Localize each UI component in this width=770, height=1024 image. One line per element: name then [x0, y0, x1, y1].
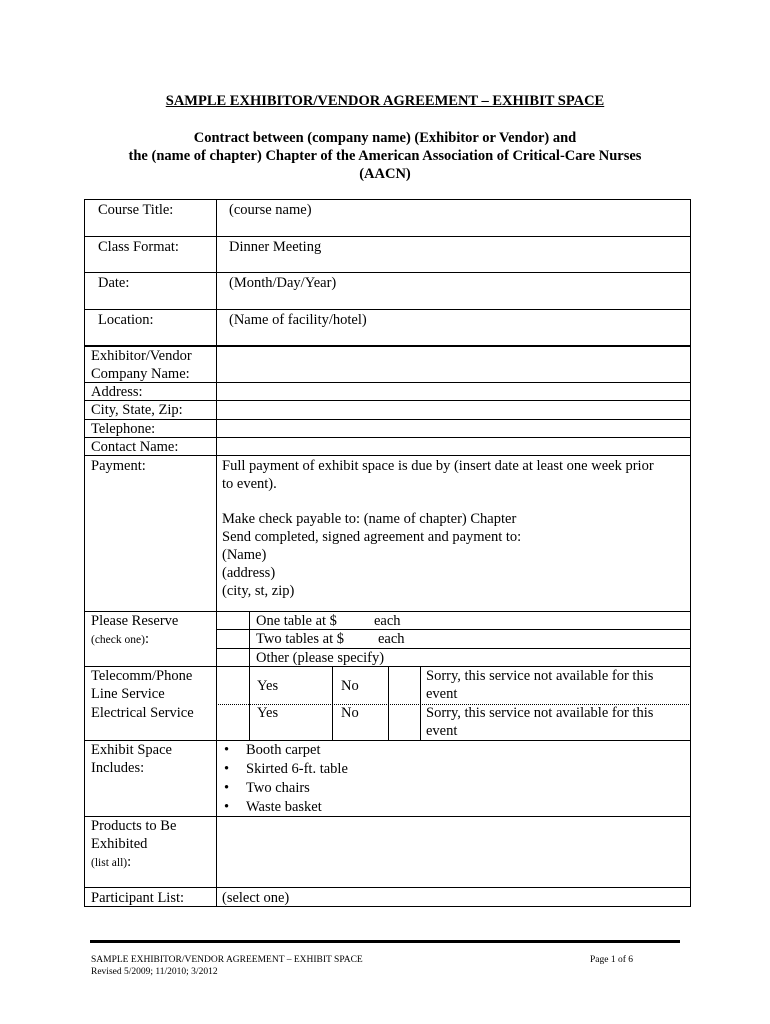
bullet-icon: •	[224, 780, 230, 796]
reserve-checkbox-other[interactable]	[217, 649, 248, 666]
city-label: City, State, Zip:	[91, 402, 183, 418]
exhibit-item	[224, 741, 321, 759]
address-label: Address:	[91, 384, 143, 400]
location-value[interactable]: (Name of facility/hotel)	[229, 312, 367, 328]
contact-label: Contact Name:	[91, 439, 179, 455]
address-field[interactable]	[217, 383, 690, 400]
document-title: SAMPLE EXHIBITOR/VENDOR AGREEMENT – EXHIBIT SPACE	[165, 93, 605, 109]
electrical-sorry: event	[426, 723, 458, 739]
page-number: Page 1 of 6	[590, 955, 634, 965]
exhibit-item-text: Skirted 6-ft. table	[246, 761, 348, 777]
location-label: Location:	[98, 312, 154, 328]
exhibit-item-text: Waste basket	[246, 799, 322, 815]
telephone-field[interactable]	[217, 420, 690, 437]
electrical-no-checkbox[interactable]	[306, 705, 331, 739]
company-label: Company Name:	[91, 366, 190, 382]
exhibit-item	[224, 760, 348, 778]
payment-text: Make check payable to: (name of chapter) Chapter	[222, 511, 517, 527]
list-all-note: (list all)	[91, 857, 128, 869]
contract-subtitle	[0, 129, 770, 183]
bullet-icon: •	[224, 742, 230, 758]
reserve-checkbox-two-tables[interactable]	[217, 630, 248, 647]
payment-text: (Name)	[222, 547, 267, 563]
telecom-label: Telecomm/Phone	[91, 668, 193, 684]
participant-label: Participant List:	[91, 890, 185, 906]
checkbox-column-divider	[249, 611, 250, 740]
contact-name-field[interactable]	[217, 438, 690, 455]
bullet-icon: •	[224, 761, 230, 777]
electrical-sorry: Sorry, this service not available for this	[426, 705, 654, 721]
telecom-no-checkbox[interactable]	[306, 667, 331, 703]
exhibit-item-text: Two chairs	[246, 780, 310, 796]
payment-text: to event).	[222, 476, 277, 492]
exhibit-label: Exhibit Space	[91, 742, 172, 758]
electrical-no: No	[341, 705, 359, 721]
colon: :	[144, 631, 149, 647]
footer-rule	[90, 940, 680, 943]
footer-title: SAMPLE EXHIBITOR/VENDOR AGREEMENT – EXHIBIT SPACE	[91, 955, 363, 965]
option-two-tables: Two tables at $	[256, 631, 344, 647]
bullet-icon: •	[224, 799, 230, 815]
participant-select[interactable]: (select one)	[222, 890, 290, 906]
telecom-label: Line Service	[91, 686, 165, 702]
column-divider	[420, 666, 421, 740]
colon: :	[127, 854, 132, 870]
company-label: Exhibitor/Vendor	[91, 348, 192, 364]
exhibit-item	[224, 779, 310, 797]
city-state-zip-field[interactable]	[217, 401, 690, 418]
payment-text: (address)	[222, 565, 276, 581]
option-other: Other (please specify)	[256, 650, 385, 666]
date-value[interactable]: (Month/Day/Year)	[229, 275, 337, 291]
subtitle-line: Contract between (company name) (Exhibitor or Vendor) and	[193, 130, 577, 146]
row-divider	[84, 272, 691, 273]
row-divider	[84, 309, 691, 310]
footer-revised: Revised 5/2009; 11/2010; 3/2012	[91, 967, 218, 977]
column-divider	[332, 666, 333, 740]
class-format-value[interactable]: Dinner Meeting	[229, 239, 322, 255]
row-divider	[84, 236, 691, 237]
products-label: Exhibited	[91, 836, 148, 852]
telephone-label: Telephone:	[91, 421, 156, 437]
footer-left	[91, 954, 363, 978]
exhibit-label: Includes:	[91, 760, 145, 776]
row-divider	[84, 887, 691, 888]
reserve-note	[91, 630, 149, 649]
electrical-yes-checkbox[interactable]	[217, 705, 248, 739]
telecom-yes-checkbox[interactable]	[217, 667, 248, 703]
products-field[interactable]	[217, 817, 690, 886]
electrical-label: Electrical Service	[91, 705, 194, 721]
reserve-checkbox-one-table[interactable]	[217, 612, 248, 629]
company-name-field[interactable]	[217, 347, 690, 382]
payment-text: Send completed, signed agreement and payment to:	[222, 529, 522, 545]
option-one-table-suffix: each	[374, 613, 401, 629]
option-two-tables-suffix: each	[378, 631, 405, 647]
telecom-sorry: Sorry, this service not available for this	[426, 668, 654, 684]
electrical-yes: Yes	[257, 705, 279, 721]
payment-text: (city, st, zip)	[222, 583, 295, 599]
row-divider	[84, 740, 691, 741]
option-one-table: One table at $	[256, 613, 337, 629]
telecom-no: No	[341, 678, 359, 694]
course-title-value[interactable]: (course name)	[229, 202, 312, 218]
subtitle-line: the (name of chapter) Chapter of the American Association of Critical-Care Nurses	[128, 148, 642, 164]
course-title-label: Course Title:	[98, 202, 174, 218]
products-label: Products to Be	[91, 818, 177, 834]
exhibit-item	[224, 798, 322, 816]
column-divider	[388, 666, 389, 740]
exhibit-item-text: Booth carpet	[246, 742, 321, 758]
check-one-note: (check one)	[91, 634, 145, 646]
products-note	[91, 853, 131, 872]
class-format-label: Class Format:	[98, 239, 179, 255]
reserve-label: Please Reserve	[91, 613, 179, 629]
date-label: Date:	[98, 275, 130, 291]
subtitle-line: (AACN)	[359, 166, 411, 182]
payment-label: Payment:	[91, 458, 146, 474]
telecom-yes: Yes	[257, 678, 279, 694]
payment-text: Full payment of exhibit space is due by (insert date at least one week prior	[222, 458, 654, 474]
telecom-sorry: event	[426, 686, 458, 702]
